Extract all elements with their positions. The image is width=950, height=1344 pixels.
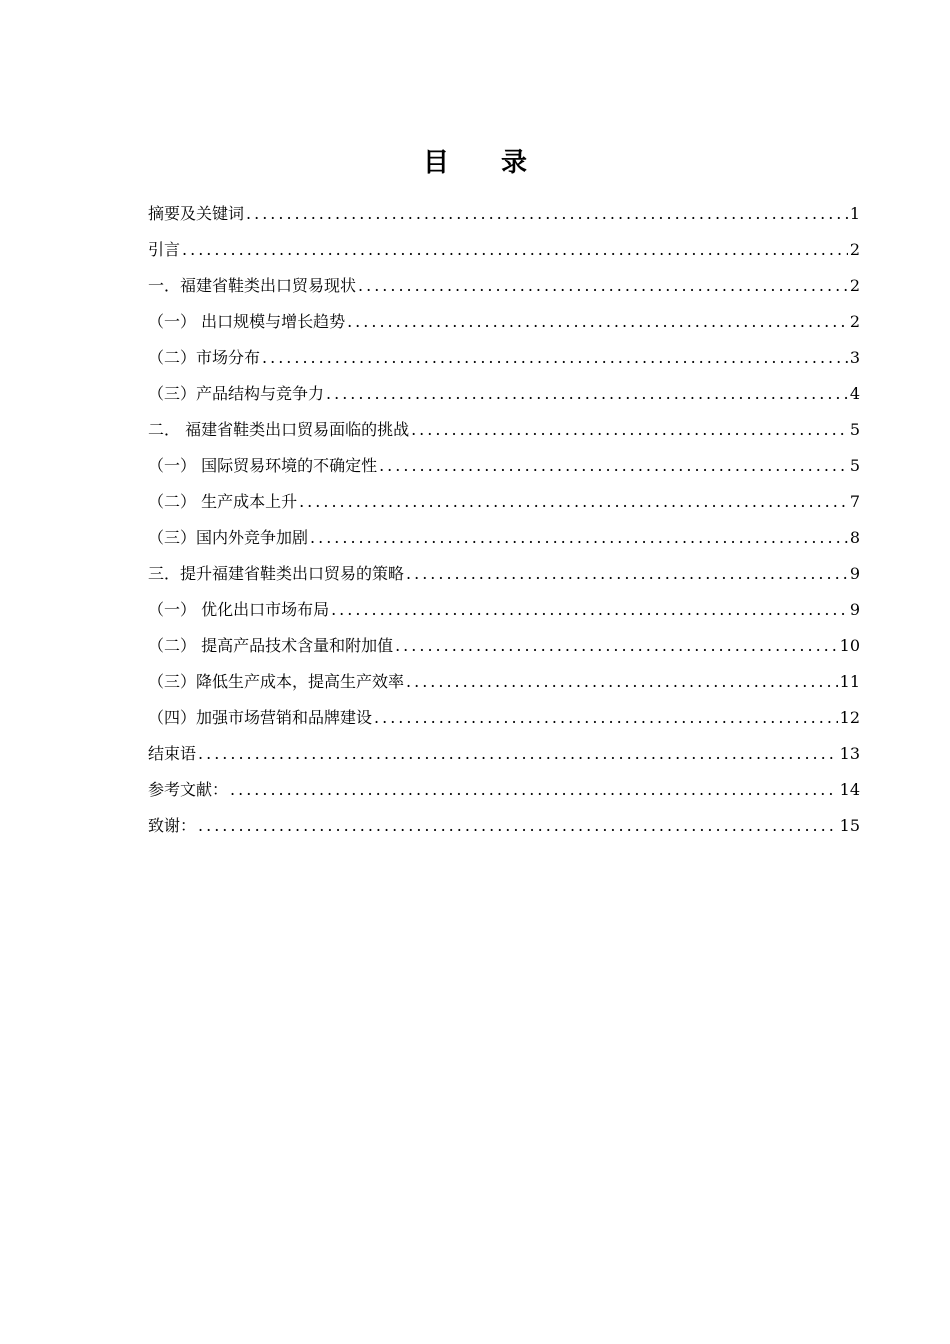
toc-leader-dots [411,418,848,442]
toc-entry[interactable] [148,490,860,526]
toc-entry-page: 3 [849,348,860,367]
toc-leader-dots [395,634,838,658]
toc-entry-text: （四）加强市场营销和品牌建设 [148,708,373,727]
toc-entry-page: 10 [839,636,860,655]
toc-entry-text: （一） 国际贸易环境的不确定性 [148,456,378,475]
toc-entry-text: 一．福建省鞋类出口贸易现状 [148,276,357,295]
toc-entry-text: 三．提升福建省鞋类出口贸易的策略 [148,564,405,583]
toc-entry-page: 1 [849,204,860,223]
toc-entry-page: 8 [849,528,860,547]
toc-leader-dots [374,706,838,730]
toc-entry-page: 15 [839,816,860,835]
toc-leader-dots [262,346,848,370]
toc-entry-text: （三）国内外竞争加剧 [148,528,309,547]
toc-entry-page: 5 [849,456,860,475]
toc-entry[interactable] [148,634,860,670]
toc-entry[interactable] [148,742,860,778]
toc-leader-dots [230,778,838,802]
toc-leader-dots [379,454,848,478]
toc-entry-text: （三）降低生产成本，提高生产效率 [148,672,405,691]
toc-entry-page: 2 [849,240,860,259]
toc-entry-text: （二） 提高产品技术含量和附加值 [148,636,394,655]
toc-entry[interactable] [148,454,860,490]
toc-entry[interactable] [148,382,860,418]
toc-entry[interactable] [148,598,860,634]
toc-entry-page: 13 [839,744,860,763]
toc-leader-dots [358,274,848,298]
toc-leader-dots [347,310,848,334]
toc-entry-text: （二）市场分布 [148,348,261,367]
toc-leader-dots [198,742,838,766]
toc-leader-dots [198,814,838,838]
toc-entry[interactable] [148,562,860,598]
toc-entry-text: 致谢： [148,816,197,835]
toc-entry[interactable] [148,274,860,310]
toc-entry-text: （二） 生产成本上升 [148,492,298,511]
toc-entry-text: （一） 优化出口市场布局 [148,600,330,619]
toc-entry-page: 4 [849,384,860,403]
toc-leader-dots [326,382,848,406]
toc-entry[interactable] [148,526,860,562]
toc-leader-dots [331,598,848,622]
toc-entry[interactable] [148,418,860,454]
toc-entry-page: 12 [839,708,860,727]
toc-leader-dots [182,238,848,262]
toc-leader-dots [406,670,838,694]
toc-entry[interactable] [148,310,860,346]
toc-entry[interactable] [148,346,860,382]
toc-leader-dots [310,526,848,550]
toc-entry-page: 14 [839,780,860,799]
toc-entry-page: 2 [849,276,860,295]
toc-entry-page: 7 [849,492,860,511]
toc-entry-page: 9 [849,600,860,619]
toc-entry-text: 引言 [148,240,181,259]
toc-entry[interactable] [148,670,860,706]
toc-entry-text: （一） 出口规模与增长趋势 [148,312,346,331]
toc-entry-page: 11 [839,672,860,691]
toc-entry-text: 参考文献： [148,780,229,799]
toc-entry-text: 结束语 [148,744,197,763]
toc-leader-dots [246,202,848,226]
toc-entry-page: 9 [849,564,860,583]
toc-entry-page: 2 [849,312,860,331]
toc-leader-dots [406,562,848,586]
toc-entry[interactable] [148,238,860,274]
toc-entry[interactable] [148,706,860,742]
toc-entry-text: （三）产品结构与竞争力 [148,384,325,403]
toc-leader-dots [299,490,848,514]
toc-entry-page: 5 [849,420,860,439]
title-char-1: 目 [422,148,449,178]
toc-entry-text: 二． 福建省鞋类出口贸易面临的挑战 [148,420,410,439]
toc-entry[interactable] [148,202,860,238]
toc-entry-text: 摘要及关键词 [148,204,245,223]
toc-list [148,202,860,850]
toc-entry[interactable] [148,814,860,850]
title-char-2: 录 [501,148,528,178]
page-title [0,142,950,179]
toc-entry[interactable] [148,778,860,814]
